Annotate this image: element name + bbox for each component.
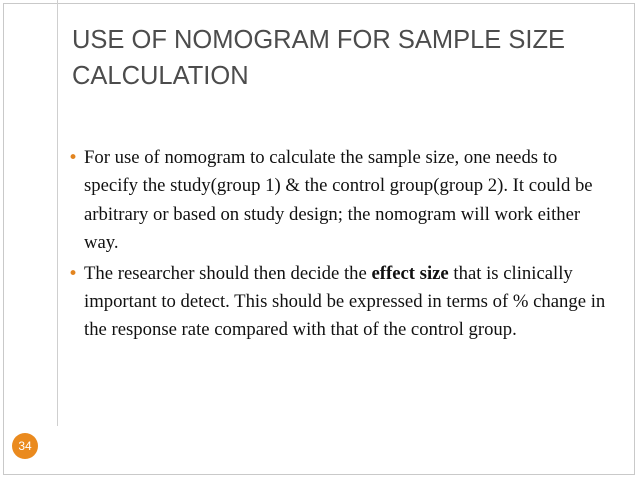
bullet-list xyxy=(68,144,608,347)
bullet-text-2 xyxy=(84,263,605,341)
bullet-dot-icon: • xyxy=(68,148,79,168)
bullet-text-2-before: The researcher should then decide the xyxy=(84,262,372,284)
bullet-text-1: For use of nomogram to calculate the sample size, one needs to specify the study(group 1) & the control group(group 2). It could be arbitrary or based on study design; the nomogram will work either way. xyxy=(84,147,593,254)
bullet-dot-icon: • xyxy=(68,263,79,284)
vertical-accent-line xyxy=(57,0,58,426)
bullet-item-1 xyxy=(68,144,608,258)
page-number-badge: 34 xyxy=(12,433,38,459)
bullet-item-2 xyxy=(68,260,608,345)
bullet-text-2-emphasis: effect size xyxy=(371,262,449,284)
bullet-text-2-after: that is clinically important to detect. This should be expressed in terms of % change in the response rate compared with that of the control group. xyxy=(84,262,606,341)
slide-title: USE OF NOMOGRAM FOR SAMPLE SIZE CALCULATION xyxy=(72,26,566,90)
